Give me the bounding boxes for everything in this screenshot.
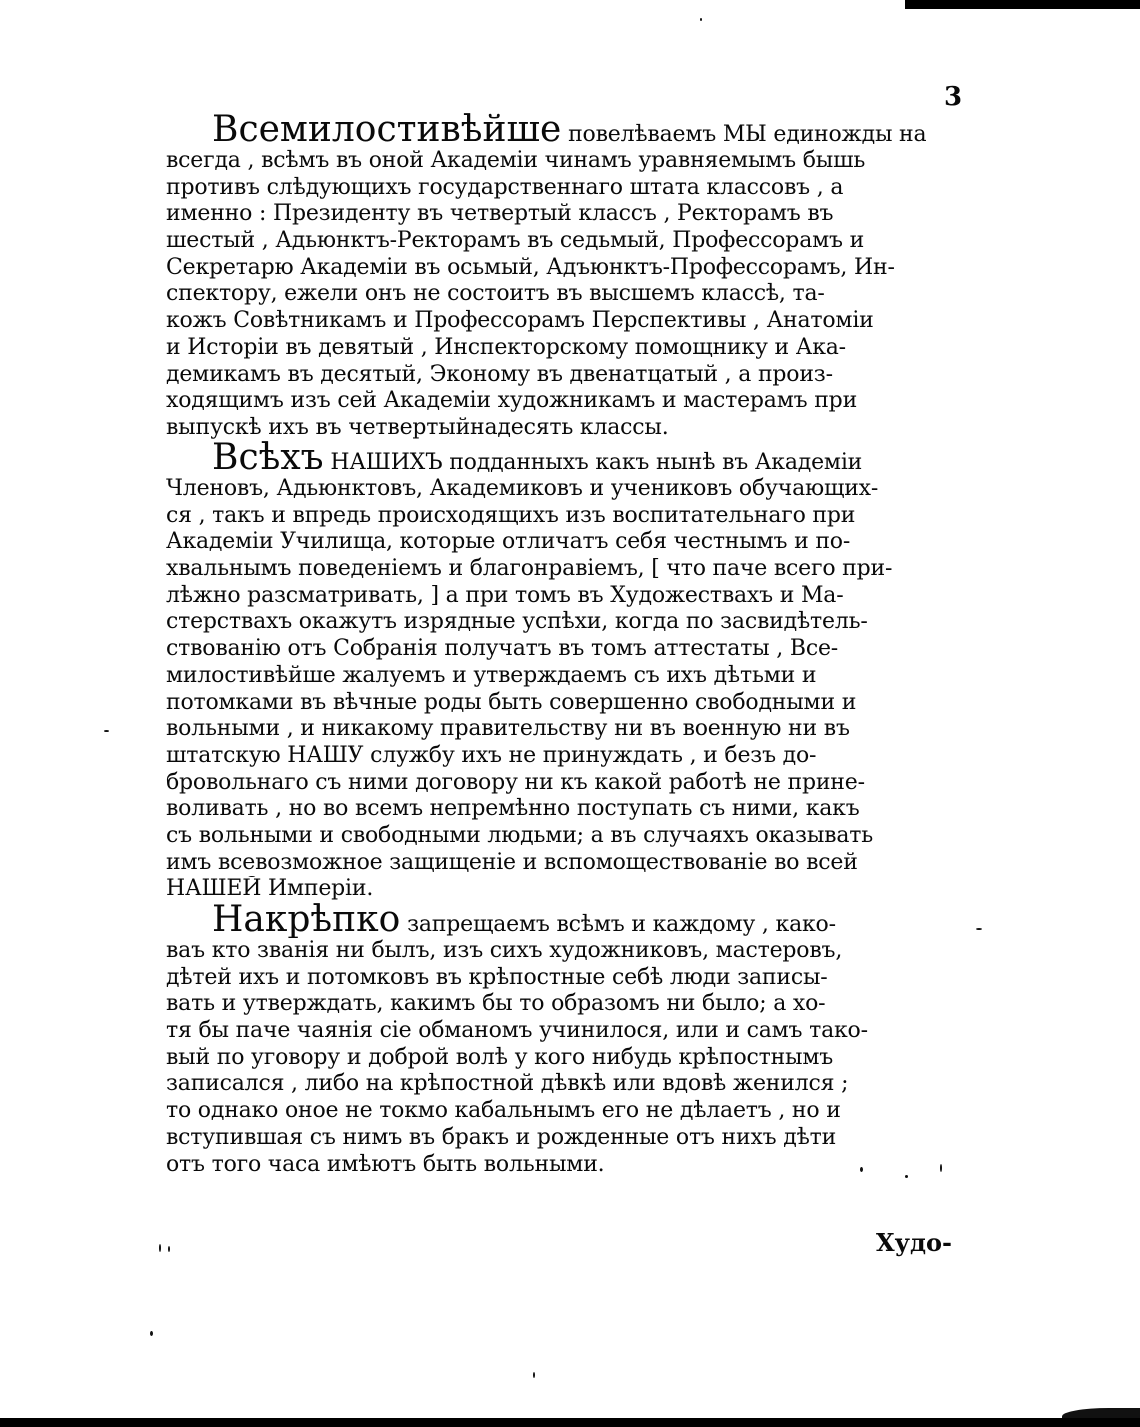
scan-speck <box>700 18 702 21</box>
line: повелѣваемъ МЫ единожды на <box>568 122 927 147</box>
line: Академiи Училища, которые отличатъ себя честнымъ и по- <box>166 529 851 555</box>
line: ся , такъ и впредь происходящихъ изъ воспитательнаго при <box>166 502 856 528</box>
line: стерствахъ окажутъ изрядные успѣхи, когда по засвидѣтель- <box>166 609 868 635</box>
line: ходящимъ изъ сей Академiи художникамъ и мастерамъ при <box>166 388 858 414</box>
paragraph-initial: Накрѣпко <box>212 899 401 938</box>
line: записался , либо на крѣпостной дѣвкѣ или вдовѣ женился ; <box>166 1071 849 1097</box>
line: дѣтей ихъ и потомковъ въ крѣпостные себѣ люди записы- <box>166 964 828 990</box>
line: спектору, ежели онъ не состоитъ въ высшемъ классѣ, та- <box>166 281 825 307</box>
line: бровольнаго съ ними договору ни къ какой работѣ не прине- <box>166 769 865 795</box>
scan-speck <box>533 1372 535 1378</box>
scan-speck <box>940 1164 942 1172</box>
scan-speck <box>976 928 982 930</box>
line: вступившая съ нимъ въ бракъ и рожденные отъ нихъ дѣти <box>166 1124 837 1150</box>
line: потомками въ вѣчные роды быть совершенно свободными и <box>166 689 857 715</box>
line: то однако оное не токмо кабальнымъ его не дѣлаетъ , но и <box>166 1098 841 1124</box>
line: Членовъ, Адьюнктовъ, Академиковъ и учениковъ обучающих- <box>166 476 879 501</box>
paragraph-initial: Всѣхъ <box>212 437 324 476</box>
page-number: 3 <box>944 82 963 112</box>
line: кожъ Совѣтникамъ и Профессорамъ Перспективы , Анатомiи <box>166 308 874 334</box>
line: отъ того часа имѣютъ быть вольными. <box>166 1151 605 1177</box>
line: ваъ кто званiя ни былъ, изъ сихъ художниковъ, мастеровъ, <box>166 938 843 963</box>
scan-speck <box>159 1244 161 1252</box>
scan-speck <box>104 730 109 732</box>
line: лѣжно разсматривать, ] а при томъ въ Художествахъ и Ма- <box>166 582 844 608</box>
line: демикамъ въ десятый, Эконому въ двенатцатый , а произ- <box>166 361 833 387</box>
line: штатскую НАШУ службу ихъ не принуждать , и безъ до- <box>166 742 817 768</box>
line: вольными , и никакому правительству ни въ военную ни въ <box>166 716 850 742</box>
line: НАШИХЪ подданныхъ какъ нынѣ въ Академiи <box>330 450 863 475</box>
line: НАШЕЙ Имперiи. <box>166 876 374 902</box>
line: Секретарю Академiи въ осьмый, Адъюнктъ-Профессорамъ, Ин- <box>166 254 895 280</box>
scan-edge-bottom <box>0 1418 1140 1427</box>
scan-speck <box>905 1175 908 1178</box>
line: хвальнымъ поведенiемъ и благонравiемъ, [ что паче всего при- <box>166 556 893 582</box>
line: имъ всевозможное защищенiе и вспомоществованiе во всей <box>166 849 858 875</box>
scan-edge-top <box>905 0 1140 9</box>
scan-speck <box>168 1246 170 1252</box>
line: вать и утверждать, какимъ бы то образомъ ни было; а хо- <box>166 991 826 1017</box>
line: именно : Президенту въ четвертый классъ , Ректорамъ въ <box>166 201 834 227</box>
paragraph-first-line <box>166 108 966 148</box>
line: милостивѣйше жалуемъ и утверждаемъ съ ихъ дѣтьми и <box>166 662 817 688</box>
scan-speck <box>860 1167 863 1172</box>
line: выпускѣ ихъ въ четвертыйнадесять классы. <box>166 414 669 440</box>
line: и Исторiи въ девятый , Инспекторскому помощнику и Ака- <box>166 334 846 360</box>
scan-speck <box>150 1331 153 1336</box>
paragraph-2 <box>166 436 966 903</box>
catchword: Худо- <box>876 1228 952 1257</box>
line: ствованiю отъ Собранiя получатъ въ томъ аттестаты , Все- <box>166 636 839 662</box>
paragraph-first-line <box>166 436 966 476</box>
line: противъ слѣдующихъ государственнаго штата классовъ , а <box>166 174 844 200</box>
line: воливать , но во всемъ непремѣнно поступать съ ними, какъ <box>166 796 860 822</box>
paragraph-initial: Всемилостивѣйше <box>212 109 562 148</box>
line: съ вольными и свободными людьми; а въ случаяхъ оказывать <box>166 822 873 848</box>
line: всегда , всѣмъ въ оной Академiи чинамъ уравняемымъ бышь <box>166 148 866 173</box>
paragraph-first-line <box>166 898 966 938</box>
paragraph-1 <box>166 108 966 442</box>
line: шестый , Адьюнктъ-Ректорамъ въ седьмый, Профессорамъ и <box>166 228 865 254</box>
paragraph-3 <box>166 898 966 1178</box>
line: вый по уговору и доброй волѣ у кого нибудь крѣпостнымъ <box>166 1044 834 1070</box>
line: тя бы паче чаянiя сiе обманомъ учинилося, или и самъ тако- <box>166 1018 868 1044</box>
line: запрещаемъ всѣмъ и каждому , како- <box>407 912 836 937</box>
